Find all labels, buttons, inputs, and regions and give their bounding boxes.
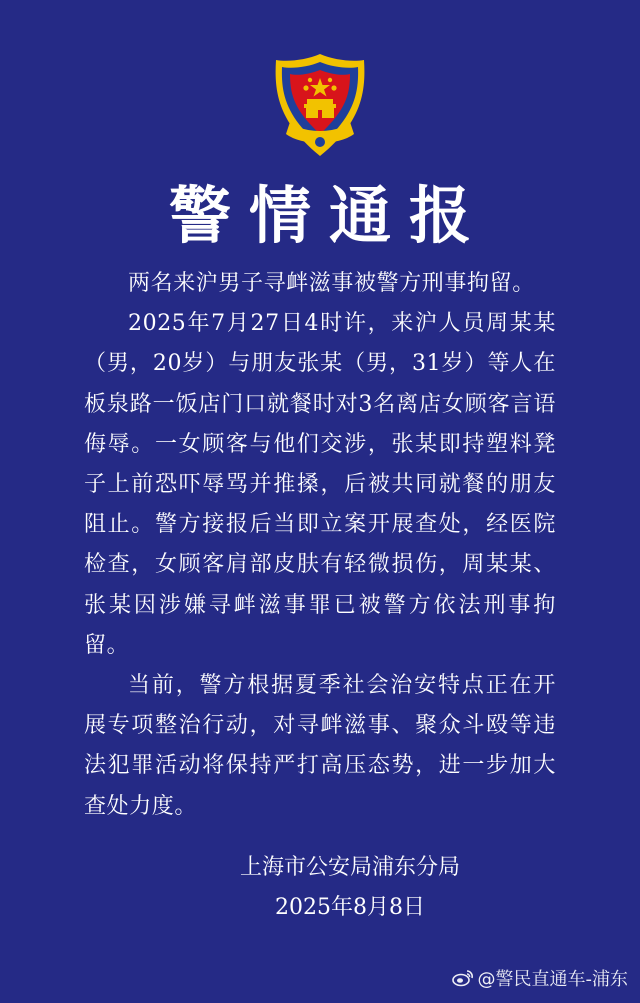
issuer: 上海市公安局浦东分局 xyxy=(239,855,460,880)
paragraph-details: 2025年7月27日4时许，来沪人员周某某（男，20岁）与朋友张某（男，31岁）等人在板泉路一饭店门口就餐时对3名离店女顾客言语侮辱。一女顾客与他们交涉，张某即持塑料凳子上前恐吓辱骂并推搡，后被共同就餐的朋友阻止。警方接报后当即立案开展查处，经医院检查，女顾客肩部皮肤有轻微损伤，周某某、张某因涉嫌寻衅滋事罪已被警方依法刑事拘留。 xyxy=(84,311,556,658)
issue-date: 2025年8月8日 xyxy=(275,895,425,920)
weibo-icon xyxy=(452,969,474,987)
paragraph-summary: 两名来沪男子寻衅滋事被警方刑事拘留。 xyxy=(128,271,535,296)
watermark-text: @警民直通车-浦东 xyxy=(477,969,628,990)
paragraph-action: 当前，警方根据夏季社会治安特点正在开展专项整治行动，对寻衅滋事、聚众斗殴等违法犯罪活动将保持严打高压态势，进一步加大查处力度。 xyxy=(84,673,556,819)
police-emblem-icon xyxy=(272,52,368,160)
signature-block xyxy=(0,848,640,928)
weibo-watermark xyxy=(452,965,629,991)
notice-title: 警情通报 xyxy=(168,179,489,252)
notice-body xyxy=(84,264,556,827)
